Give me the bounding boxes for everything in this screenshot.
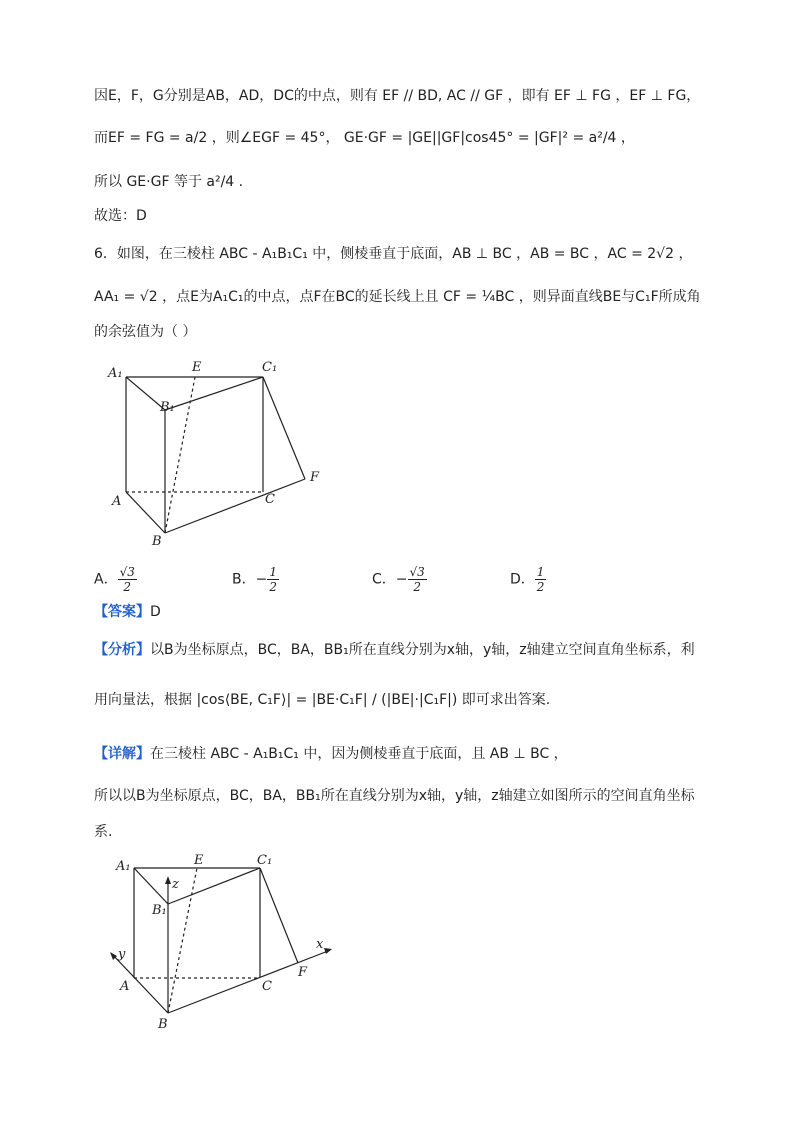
intro-line-3: 所以 GE·GF 等于 a²/4 .: [94, 174, 244, 190]
label2-x: x: [316, 937, 324, 952]
label-b1: B₁: [160, 400, 175, 415]
x-arrowhead: [324, 948, 332, 954]
detail-tag: 【详解】: [94, 746, 150, 762]
edge-b-f: [165, 479, 305, 533]
edge-a-b: [126, 492, 165, 533]
label2-f: F: [298, 965, 308, 980]
analysis-line-1: 【分析】以B为坐标原点，BC，BA，BB₁所在直线分别为x轴，y轴，z轴建立空间直角坐标系，利: [94, 642, 695, 658]
z-arrowhead: [165, 876, 171, 884]
x-axis: [168, 951, 328, 1013]
detail-line-2: 所以以B为坐标原点，BC，BA，BB₁所在直线分别为x轴，y轴，z轴建立如图所示的空间直角坐标: [94, 788, 695, 804]
label-e: E: [192, 360, 202, 375]
choice-c[interactable]: C．− $\frac{√3}{2}$: [372, 565, 425, 594]
choice-b[interactable]: B．− $\frac{1}{2}$: [232, 565, 277, 594]
label2-z: z: [172, 877, 179, 892]
label2-b: B: [158, 1017, 168, 1032]
detail-line-3: 系.: [94, 824, 113, 840]
edge2-c1-f: [260, 868, 298, 963]
label-a: A: [112, 494, 122, 509]
answer-line: [94, 602, 161, 622]
label-c1: C₁: [262, 360, 278, 375]
choice-a[interactable]: A． $\frac{√3}{2}$: [94, 565, 135, 594]
label2-a: A: [120, 979, 130, 994]
label2-a1: A₁: [116, 859, 131, 874]
label2-e: E: [194, 853, 204, 868]
label-b: B: [152, 534, 162, 549]
analysis-tag: 【分析】: [94, 642, 150, 658]
question-line-3: 的余弦值为（ ）: [94, 324, 197, 340]
intro-line-1: 因E，F，G分别是AB，AD，DC的中点，则有 EF // BD, AC // GF ，即有 EF ⊥ FG ，EF ⊥ FG，: [94, 88, 701, 104]
label2-b1: B₁: [152, 903, 167, 918]
label-c: C: [265, 492, 275, 507]
detail-line-1: 【详解】在三棱柱 ABC - A₁B₁C₁ 中，因为侧棱垂直于底面，且 AB ⊥ BC ，: [94, 746, 568, 762]
question-line-1: 6．如图，在三棱柱 ABC - A₁B₁C₁ 中，侧棱垂直于底面，AB ⊥ BC ，AB = BC ，AC = 2√2 ，: [94, 246, 693, 262]
intro-line-4: 故选：D: [94, 208, 147, 224]
intro-line-2: 而EF = FG = a/2 ，则∠EGF = 45°， GE·GF = |GE||GF|cos45° = |GF|² = a²/4 ，: [94, 130, 635, 146]
edge-c1-f: [263, 377, 305, 479]
analysis-line-2: 用向量法，根据 |cos⟨BE, C₁F⟩| = |BE·C₁F| / (|BE|·|C₁F|) 即可求出答案.: [94, 692, 551, 708]
question-line-2: AA₁ = √2 ，点E为A₁C₁的中点，点F在BC的延长线上且 CF = ¼BC ，则异面直线BE与C₁F所成角: [94, 289, 701, 305]
answer-text: D: [150, 604, 161, 620]
label2-c1: C₁: [257, 853, 273, 868]
coordinate-figure: [100, 848, 350, 1033]
edge2-a1-b1: [134, 868, 168, 904]
label2-y: y: [118, 947, 126, 962]
label-a1: A₁: [108, 366, 123, 381]
edge2-b1-c1: [168, 868, 260, 904]
label-f: F: [310, 470, 320, 485]
choice-d[interactable]: D． $\frac{1}{2}$: [510, 565, 545, 594]
label2-c: C: [262, 979, 272, 994]
edge-b1-c1: [165, 377, 263, 410]
prism-figure: [100, 355, 340, 550]
answer-tag: 【答案】: [94, 604, 150, 620]
